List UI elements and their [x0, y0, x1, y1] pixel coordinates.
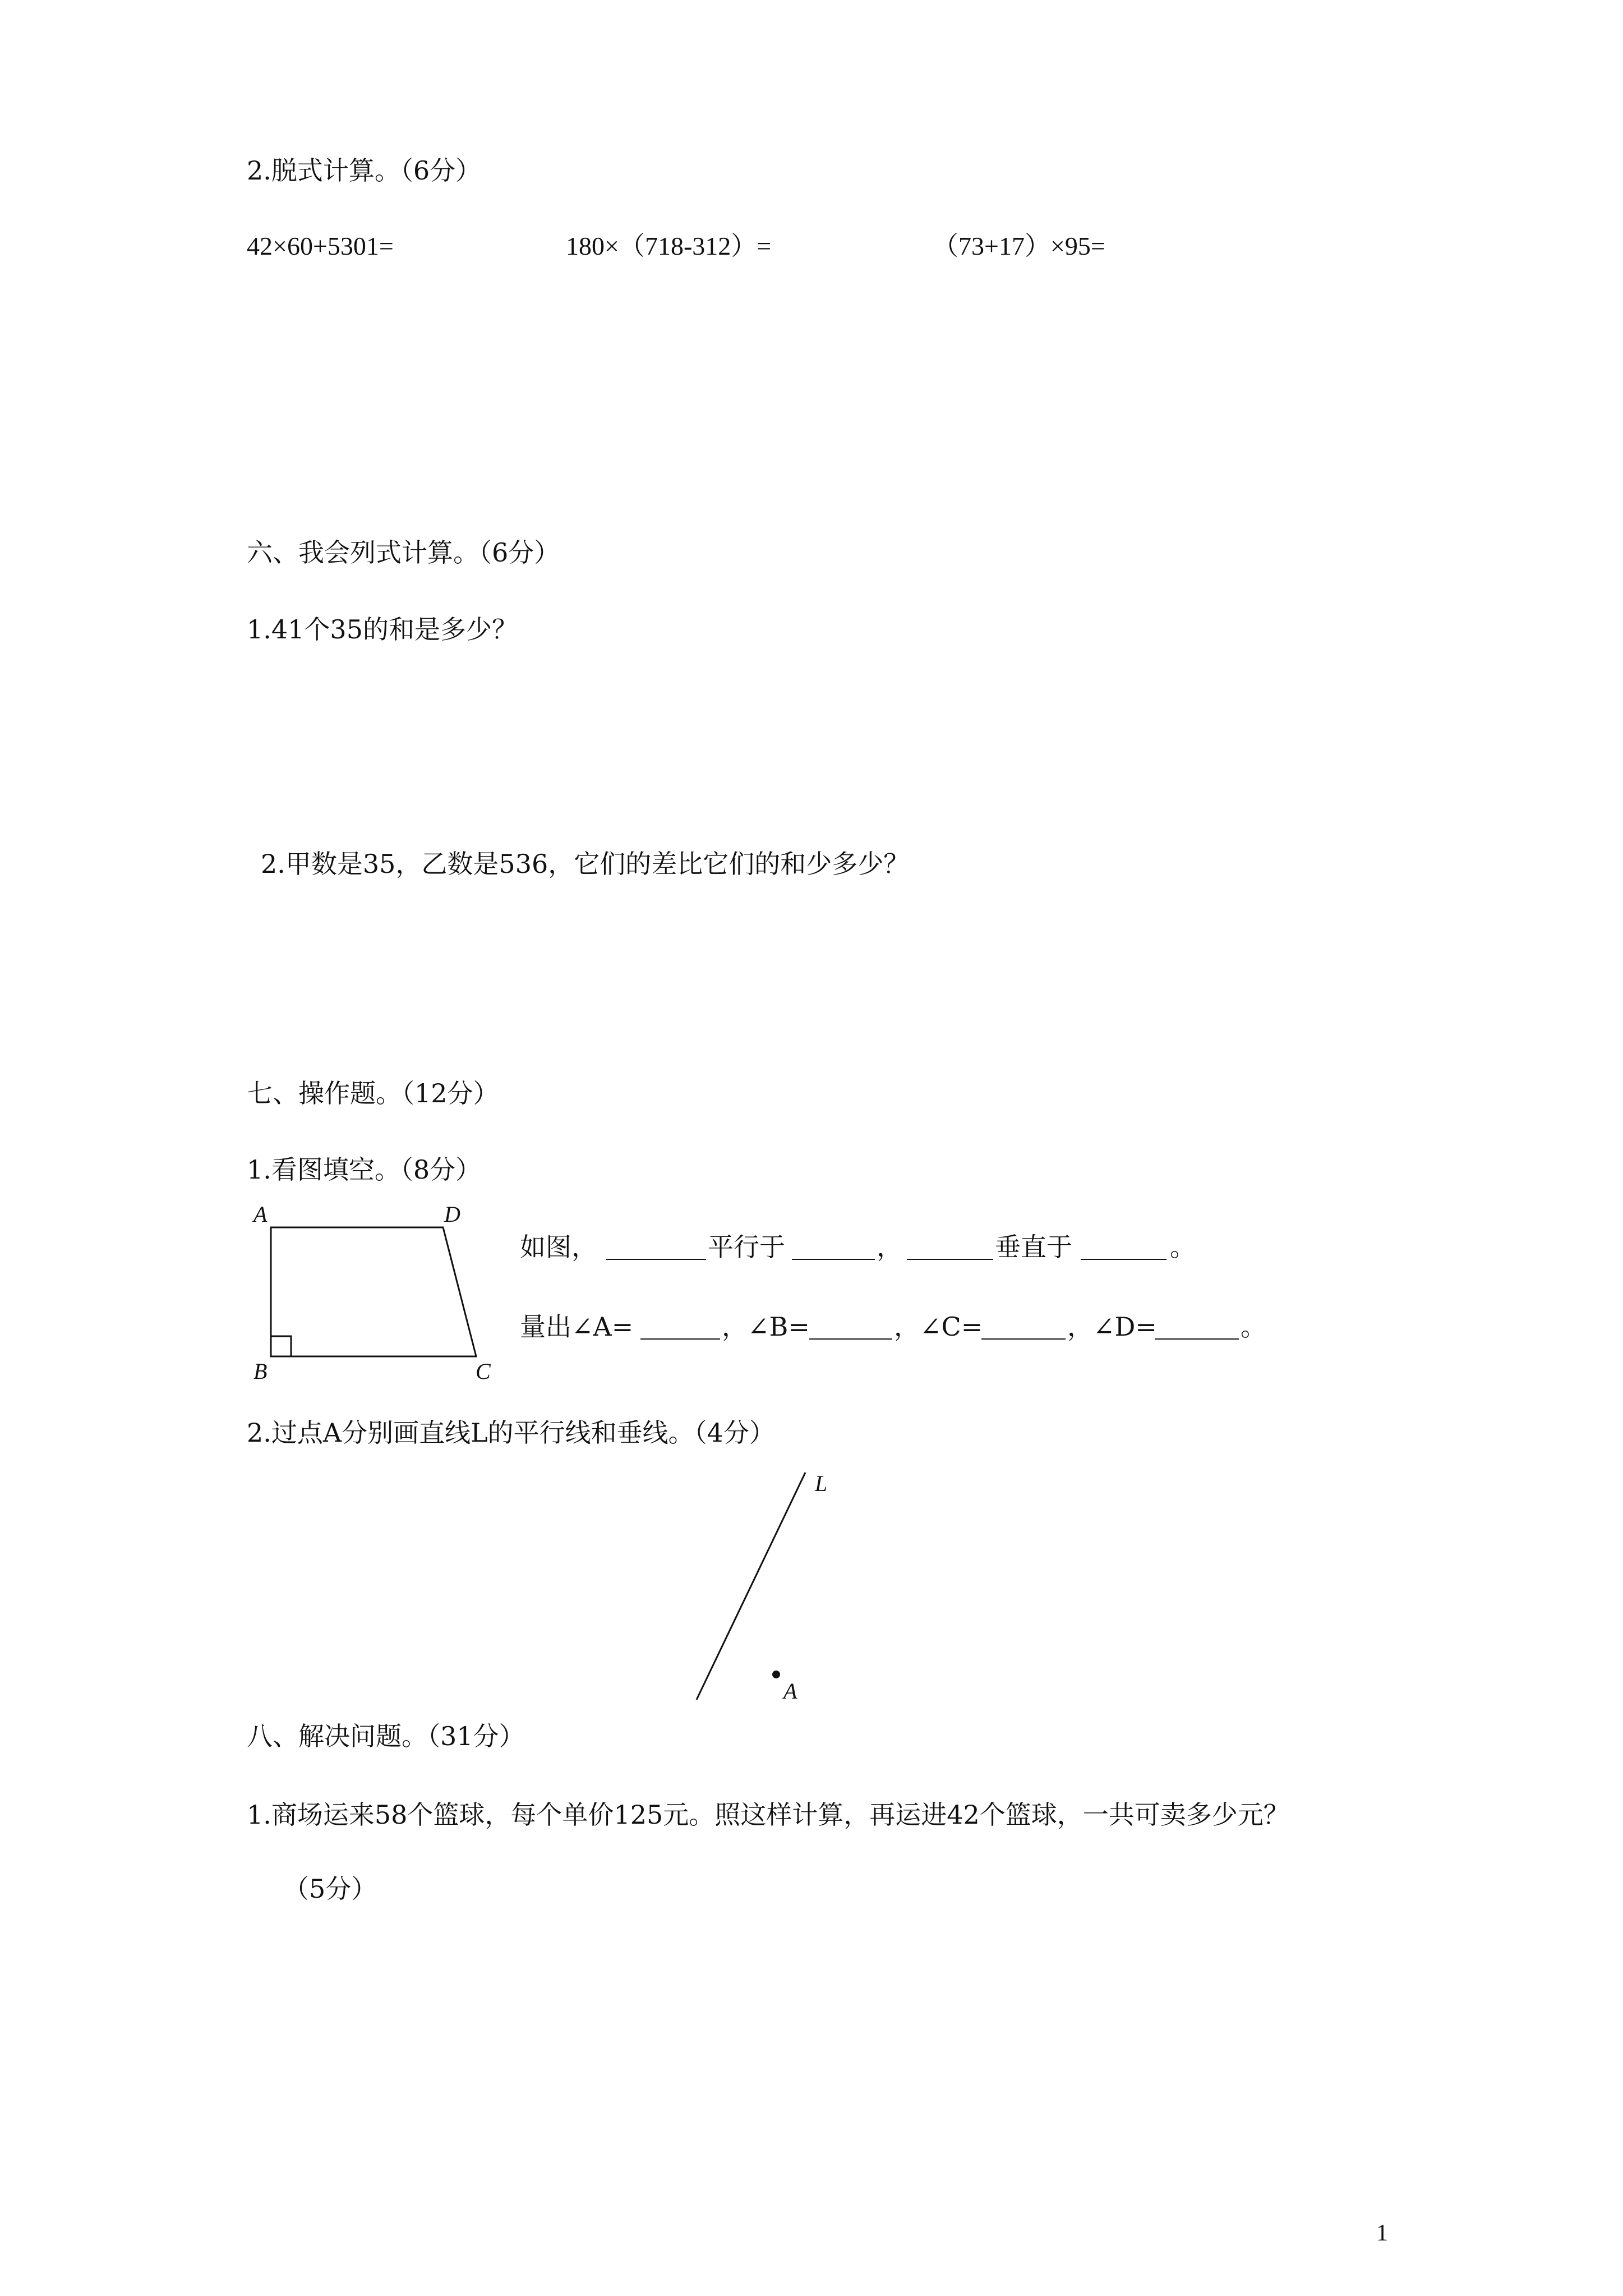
section-6-question-1: 1.41个35的和是多少？ — [247, 614, 518, 645]
fill-line-2-angle-d: ，∠D= — [1067, 1312, 1157, 1342]
fill-line-2-angle-a: 量出∠A= — [520, 1312, 634, 1342]
blank-angle-b[interactable] — [809, 1338, 892, 1340]
section-7-question-2-heading: 2.过点A分别画直线L的平行线和垂线。（4分） — [247, 1418, 775, 1448]
right-angle-mark — [271, 1336, 291, 1356]
point-a-dot — [772, 1671, 780, 1678]
blank-angle-a[interactable] — [640, 1338, 720, 1340]
fill-line-2-angle-c: ，∠C= — [894, 1312, 983, 1342]
vertex-label-d: D — [444, 1202, 460, 1227]
calc-heading: 2.脱式计算。（6分） — [247, 155, 482, 186]
fill-line-2-end: 。 — [1241, 1312, 1266, 1342]
section-8-question-1: 1.商场运来58个篮球，每个单价125元。照这样计算，再运进42个篮球，一共可卖多少元？ — [247, 1800, 1289, 1830]
vertex-label-a: A — [253, 1202, 268, 1227]
point-a-label: A — [783, 1678, 797, 1704]
fill-line-2-angle-b: ，∠B= — [722, 1312, 810, 1342]
section-7-heading: 七、操作题。（12分） — [247, 1078, 499, 1108]
blank-angle-c[interactable] — [981, 1338, 1066, 1340]
fill-line-1-parallel: 平行于 — [708, 1232, 785, 1262]
expression-2: 180×（718-312）= — [566, 232, 772, 260]
expression-3: （73+17）×95= — [933, 232, 1105, 260]
line-l — [697, 1473, 805, 1700]
expression-1: 42×60+5301= — [247, 232, 394, 260]
section-8-heading: 八、解决问题。（31分） — [247, 1721, 525, 1751]
line-l-label: L — [815, 1471, 828, 1496]
blank-parallel-2[interactable] — [792, 1259, 875, 1260]
vertex-label-c: C — [476, 1359, 491, 1384]
trapezoid-shape — [271, 1227, 476, 1356]
blank-parallel-1[interactable] — [606, 1259, 706, 1260]
blank-perpendicular-2[interactable] — [1081, 1259, 1166, 1260]
blank-angle-d[interactable] — [1155, 1338, 1239, 1340]
fill-line-1-sep: ， — [877, 1232, 902, 1262]
line-l-figure — [673, 1470, 819, 1705]
section-6-heading: 六、我会列式计算。（6分） — [247, 537, 560, 568]
trapezoid-figure — [269, 1226, 488, 1360]
section-6-question-2: 2.甲数是35，乙数是536，它们的差比它们的和少多少？ — [261, 849, 910, 879]
vertex-label-b: B — [253, 1359, 268, 1384]
page-number: 1 — [1376, 2220, 1388, 2246]
section-7-question-1-heading: 1.看图填空。（8分） — [247, 1154, 482, 1185]
fill-line-1-end: 。 — [1170, 1232, 1196, 1262]
blank-perpendicular-1[interactable] — [907, 1259, 993, 1260]
fill-line-1-perpendicular: 垂直于 — [995, 1232, 1072, 1262]
fill-line-1-prefix: 如图， — [520, 1232, 597, 1262]
section-8-question-1-points: （5分） — [283, 1874, 377, 1904]
